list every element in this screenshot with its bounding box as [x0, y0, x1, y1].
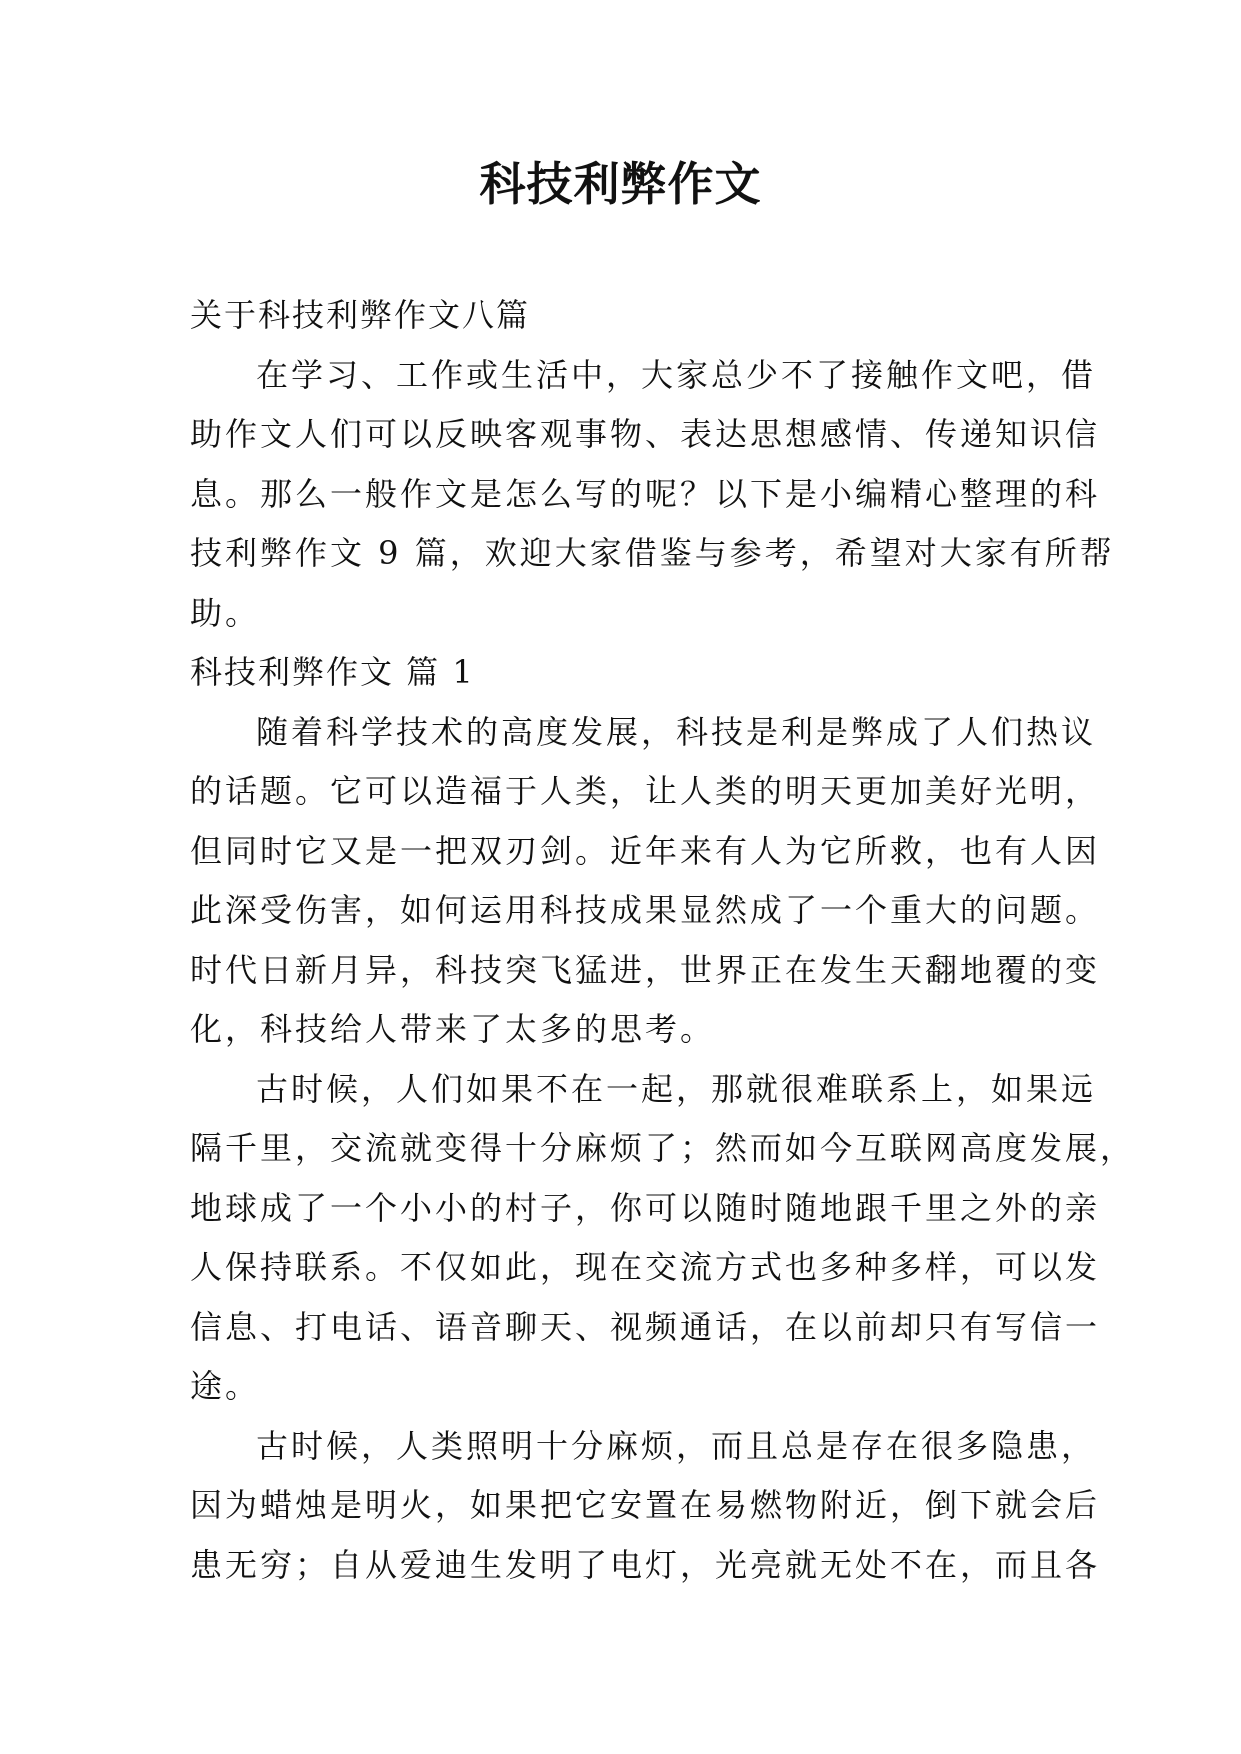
paragraph-line: 化，科技给人带来了太多的思考。: [190, 1010, 716, 1048]
paragraph-line: 此深受伤害，如何运用科技成果显然成了一个重大的问题。: [190, 891, 1101, 929]
paragraph-line: 信息、打电话、语音聊天、视频通话，在以前却只有写信一: [190, 1307, 1101, 1346]
paragraph-line: 古时候，人类照明十分麻烦，而且总是存在很多隐患，: [256, 1426, 1097, 1465]
paragraph-line: 助。: [190, 593, 261, 632]
paragraph-line: 但同时它又是一把双刃剑。近年来有人为它所救，也有人因: [190, 831, 1101, 870]
section-heading: 科技利弊作文 篇 1: [190, 653, 475, 691]
paragraph-line: 因为蜡烛是明火，如果把它安置在易燃物附近，倒下就会后: [190, 1486, 1101, 1524]
paragraph-line: 在学习、工作或生活中，大家总少不了接触作文吧，借: [256, 355, 1097, 394]
paragraph-line: 技利弊作文 9 篇，欢迎大家借鉴与参考，希望对大家有所帮: [190, 534, 1115, 572]
paragraph-line: 人保持联系。不仅如此，现在交流方式也多种多样，可以发: [190, 1248, 1101, 1286]
document-title: 科技利弊作文: [479, 157, 762, 211]
paragraph-line: 隔千里，交流就变得十分麻烦了；然而如今互联网高度发展，: [190, 1129, 1136, 1167]
paragraph-line: 患无穷；自从爱迪生发明了电灯，光亮就无处不在，而且各: [190, 1545, 1101, 1584]
paragraph-line: 助作文人们可以反映客观事物、表达思想感情、传递知识信: [190, 415, 1101, 453]
paragraph-line: 息。那么一般作文是怎么写的呢？以下是小编精心整理的科: [190, 474, 1101, 513]
paragraph-line: 随着科学技术的高度发展，科技是利是弊成了人们热议: [256, 712, 1097, 751]
paragraph-line: 途。: [190, 1367, 261, 1405]
subtitle-line: 关于科技利弊作文八篇: [190, 296, 531, 334]
paragraph-line: 地球成了一个小小的村子，你可以随时随地跟千里之外的亲: [190, 1188, 1101, 1227]
paragraph-line: 时代日新月异，科技突飞猛进，世界正在发生天翻地覆的变: [190, 950, 1101, 989]
paragraph-line: 古时候，人们如果不在一起，那就很难联系上，如果远: [256, 1069, 1097, 1108]
document-body: [190, 286, 1136, 1595]
paragraph-line: 的话题。它可以造福于人类，让人类的明天更加美好光明，: [190, 772, 1101, 810]
